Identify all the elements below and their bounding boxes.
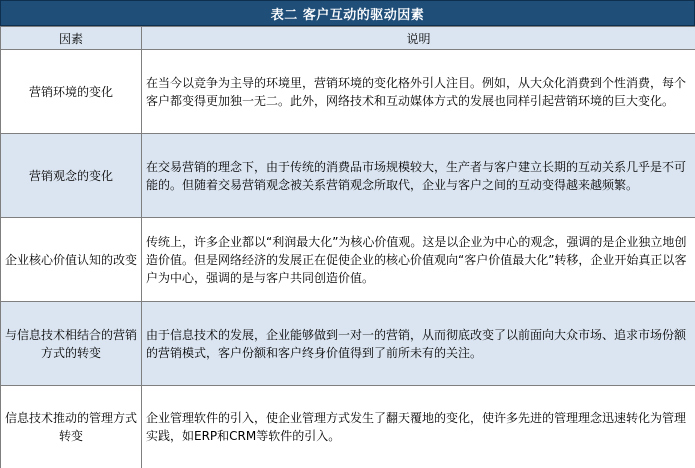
description-cell: 在当今以竞争为主导的环境里，营销环境的变化格外引人注目。例如，从大众化消费到个性消费，每个客户都变得更加独一无二。此外，网络技术和互动媒体方式的发展也同样引起营销环境的巨大变化。 <box>142 50 695 134</box>
description-cell: 企业管理软件的引入，使企业管理方式发生了翻天覆地的变化，使许多先进的管理理念迅速转化为管理实践，如ERP和CRM等软件的引入。 <box>142 386 695 468</box>
factor-cell: 营销观念的变化 <box>1 134 142 218</box>
table-row <box>1 134 695 218</box>
drivers-table <box>0 26 695 468</box>
factor-cell: 营销环境的变化 <box>1 50 142 134</box>
factor-cell: 与信息技术相结合的营销方式的转变 <box>1 302 142 386</box>
factor-cell: 企业核心价值认知的改变 <box>1 218 142 302</box>
description-cell: 传统上，许多企业都以“利润最大化”为核心价值观。这是以企业为中心的观念，强调的是企业独立地创造价值。但是网络经济的发展正在促使企业的核心价值观向“客户价值最大化”转移，企业开始真正以客户为中心，强调的是与客户共同创造价值。 <box>142 218 695 302</box>
table-row <box>1 302 695 386</box>
table-title: 表二 客户互动的驱动因素 <box>0 0 695 26</box>
description-cell: 在交易营销的理念下，由于传统的消费品市场规模较大，生产者与客户建立长期的互动关系几乎是不可能的。但随着交易营销观念被关系营销观念所取代，企业与客户之间的互动变得越来越频繁。 <box>142 134 695 218</box>
header-row <box>1 27 695 50</box>
table-row <box>1 218 695 302</box>
header-description: 说明 <box>142 27 695 50</box>
table-row <box>1 50 695 134</box>
description-cell: 由于信息技术的发展，企业能够做到一对一的营销，从而彻底改变了以前面向大众市场、追求市场份额的营销模式，客户份额和客户终身价值得到了前所未有的关注。 <box>142 302 695 386</box>
factor-cell: 信息技术推动的管理方式转变 <box>1 386 142 468</box>
table-row <box>1 386 695 468</box>
header-factor: 因素 <box>1 27 142 50</box>
